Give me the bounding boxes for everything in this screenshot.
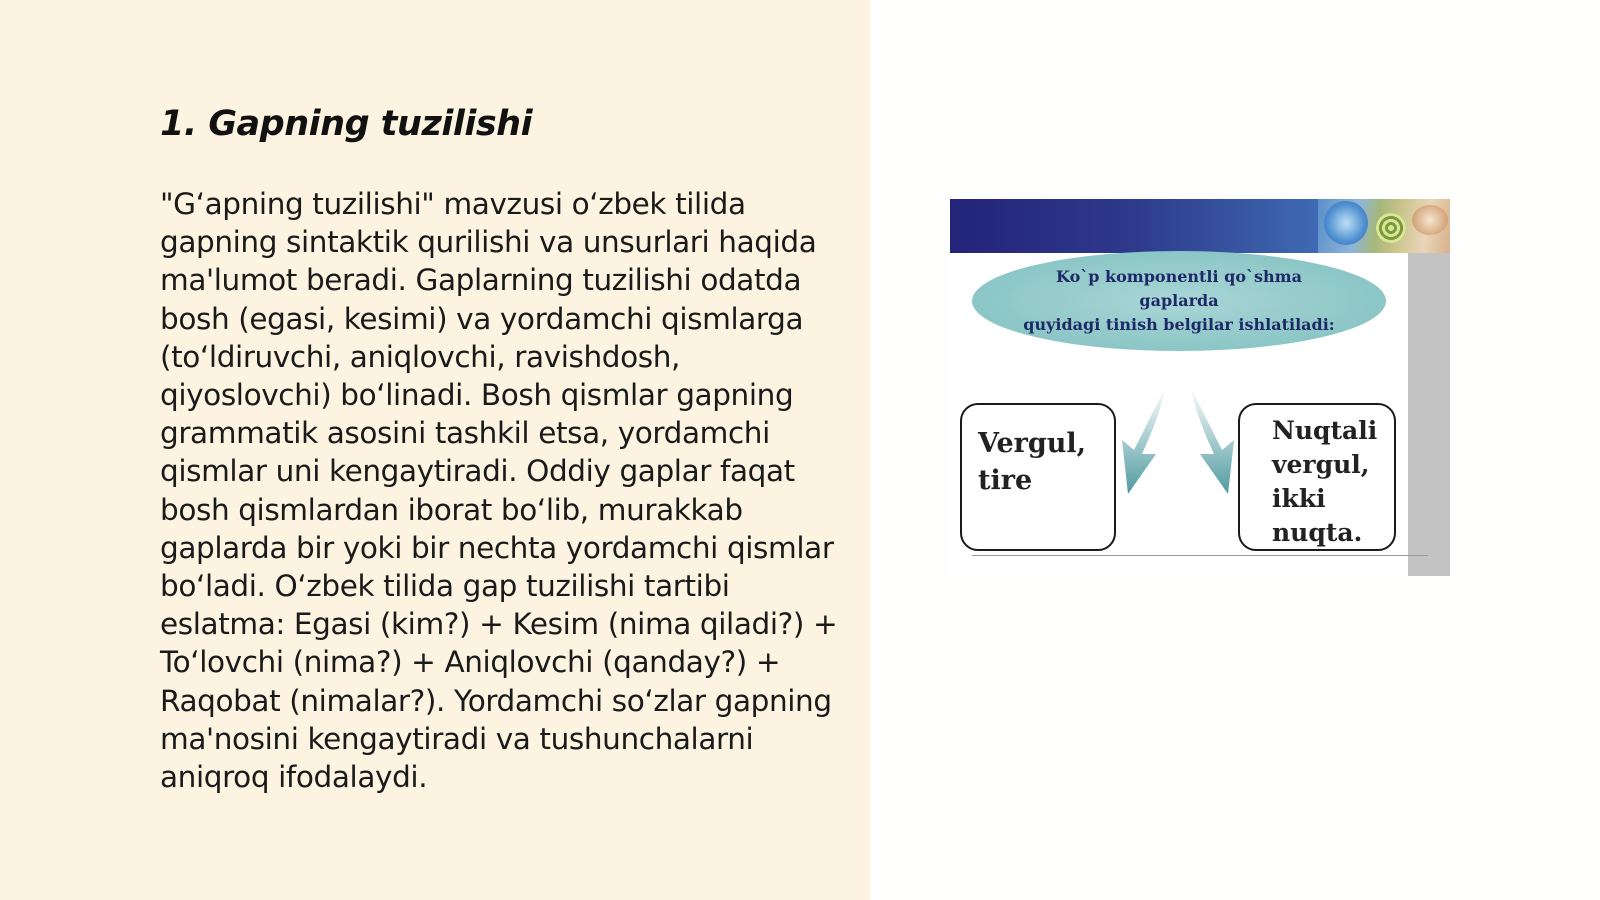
box-right-line-1: Nuqtali	[1272, 416, 1378, 445]
curved-arrow-down-right-icon	[1190, 386, 1234, 494]
slide-header-banner	[950, 199, 1318, 253]
slide-heading-text	[1014, 265, 1344, 337]
box-left-line-1: Vergul,	[978, 428, 1087, 459]
punctuation-box-left	[960, 403, 1116, 551]
oval-line-2: quyidagi tinish belgilar ishlatiladi:	[1023, 315, 1335, 334]
slide-title: 1. Gapning tuzilishi	[160, 104, 533, 144]
punctuation-box-right	[1238, 403, 1396, 551]
box-right-line-3: ikki	[1272, 484, 1326, 513]
oval-line-1: Ko`p komponentli qo`shma gaplarda	[1056, 267, 1302, 310]
slide-bottom-rule	[972, 555, 1428, 556]
curved-arrow-down-left-icon	[1122, 386, 1166, 494]
slide-body-text: "G‘apning tuzilishi" mavzusi o‘zbek tilida gapning sintaktik qurilishi va unsurlari haqida ma'lumot beradi. Gaplarning tuzilishi odatda bosh (egasi, kesimi) va yordamchi qismlarga (to‘ldiruvchi, aniqlovchi, ravishdosh, qiyoslovchi) bo‘linadi. Bosh qismlar gapning grammatik asosini tashkil etsa, yordamchi qismlar uni kengaytiradi. Oddiy gaplar faqat bosh qismlardan iborat bo‘lib, murakkab gaplarda bir yoki bir nechta yordamchi qismlar bo‘ladi. O‘zbek tilida gap tuzilishi tartibi eslatma: Egasi (kim?) + Kesim (nima qiladi?) + To‘lovchi (nima?) + Aniqlovchi (qanday?) + Raqobat (nimalar?). Yordamchi so‘zlar gapning ma'nosini kengaytiradi va tushunchalarni aniqroq ifodalaydi.	[160, 187, 838, 795]
arrows-group	[1120, 384, 1236, 514]
box-left-line-2: tire	[978, 465, 1033, 496]
box-right-line-2: vergul,	[1272, 450, 1370, 479]
slide-heading-oval	[972, 251, 1386, 351]
slide-side-bar	[1408, 253, 1450, 576]
embedded-slide-image	[950, 199, 1450, 576]
box-right-line-4: nuqta.	[1272, 518, 1363, 547]
header-photo	[1318, 199, 1450, 253]
